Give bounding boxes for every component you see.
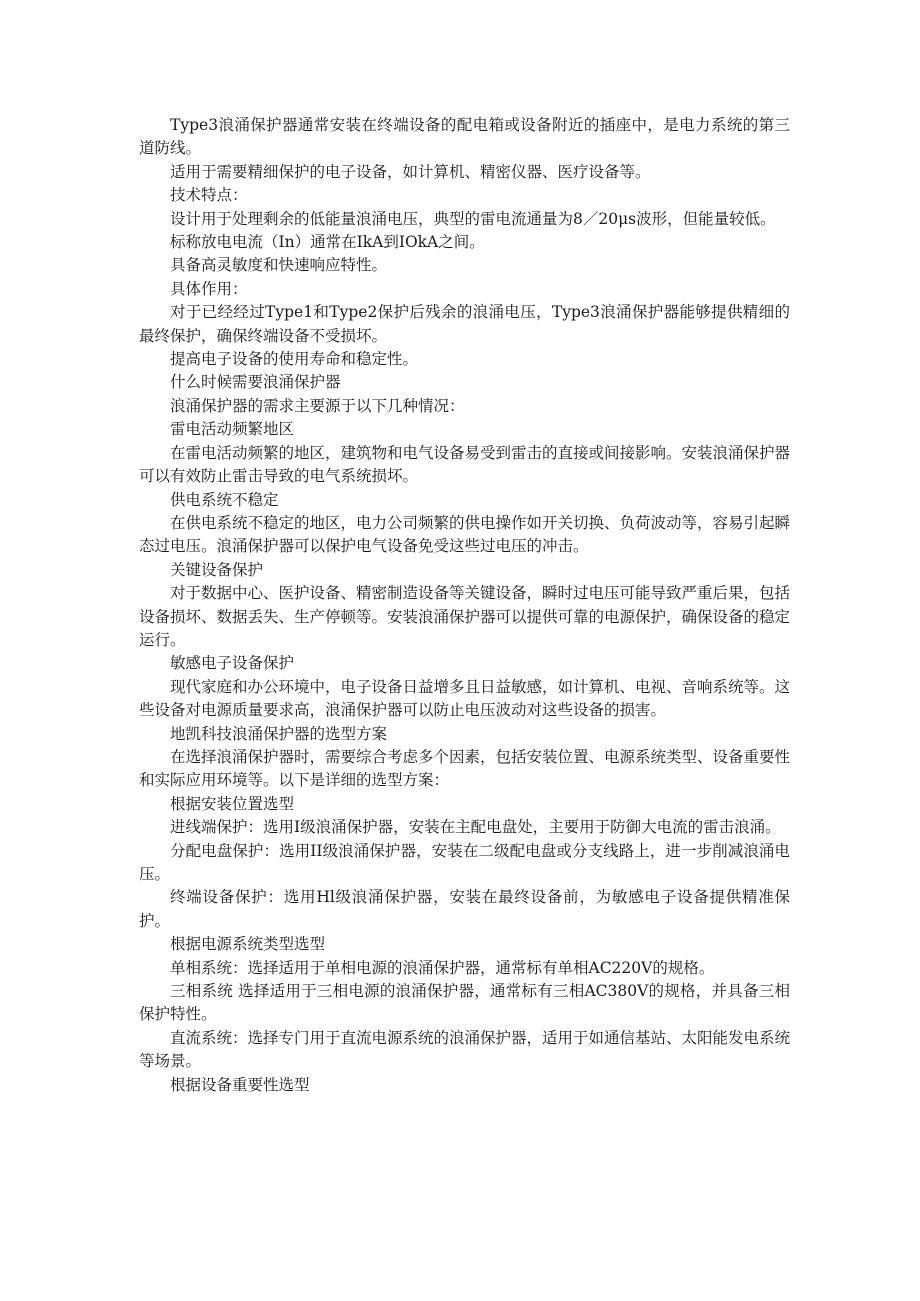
heading-unstable-supply: 供电系统不稳定 bbox=[170, 490, 279, 509]
paragraph-critical-equipment: 对于数据中心、医护设备、精密制造设备等关键设备，瞬时过电压可能导致严重后果，包括设备损坏、数据丢失、生产停顿等。安装浪涌保护器可以提供可靠的电源保护，确保设备的稳定运行。 bbox=[139, 584, 791, 649]
paragraph-final-protection: 对于已经经过Type1和Type2保护后残余的浪涌电压，Type3浪涌保护器能够提供精细的最终保护，确保终端设备不受损坏。 bbox=[139, 303, 790, 345]
heading-by-location: 根据安装位置选型 bbox=[170, 794, 295, 813]
paragraph-type3-intro: Type3浪涌保护器通常安装在终端设备的配电箱或设备附近的插座中，是电力系统的第三道防线。 bbox=[139, 116, 790, 158]
paragraph-distribution-protection: 分配电盘保护：选用II级浪涌保护器，安装在二级配电盘或分支线路上，进一步削减浪涌电压。 bbox=[139, 841, 790, 883]
paragraph-lifespan: 提高电子设备的使用寿命和稳定性。 bbox=[170, 350, 419, 369]
heading-lightning-areas: 雷电活动频繁地区 bbox=[170, 420, 295, 439]
paragraph-nominal-current: 标称放电电流（In）通常在IkA到IOkA之间。 bbox=[170, 233, 485, 252]
paragraph-three-phase: 三相系统 选择适用于三相电源的浪涌保护器，通常标有三相AC380V的规格，并具备三相保护特性。 bbox=[139, 982, 790, 1024]
heading-by-power-system: 根据电源系统类型选型 bbox=[170, 935, 326, 954]
paragraph-terminal-protection: 终端设备保护：选用Hl级浪涌保护器，安装在最终设备前，为敏感电子设备提供精准保护。 bbox=[139, 888, 790, 930]
heading-tech-features: 技术特点： bbox=[170, 186, 248, 205]
paragraph-single-phase: 单相系统：选择适用于单相电源的浪涌保护器，通常标有单相AC220V的规格。 bbox=[170, 958, 715, 977]
paragraph-type3-application: 适用于需要精细保护的电子设备，如计算机、精密仪器、医疗设备等。 bbox=[170, 162, 651, 181]
paragraph-sensitivity: 具备高灵敏度和快速响应特性。 bbox=[170, 256, 388, 275]
paragraph-selection-intro: 在选择浪涌保护器时，需要综合考虑多个因素，包括安装位置、电源系统类型、设备重要性和实际应用环境等。以下是详细的选型方案： bbox=[139, 747, 791, 790]
paragraph-unstable-supply: 在供电系统不稳定的地区，电力公司频繁的供电操作如开关切换、负荷波动等，容易引起瞬态过电压。浪涌保护器可以保护电气设备免受这些过电压的冲击。 bbox=[139, 513, 791, 556]
paragraph-dc-system: 直流系统：选择专门用于直流电源系统的浪涌保护器，适用于如通信基站、太阳能发电系统等场景。 bbox=[139, 1028, 791, 1071]
paragraph-sensitive-electronics: 现代家庭和办公环境中，电子设备日益增多且日益敏感，如计算机、电视、音响系统等。这些设备对电源质量要求高，浪涌保护器可以防止电压波动对这些设备的损害。 bbox=[139, 677, 791, 720]
heading-by-importance: 根据设备重要性选型 bbox=[170, 1075, 310, 1094]
heading-critical-equipment: 关键设备保护 bbox=[170, 560, 264, 579]
paragraph-needs-intro: 浪涌保护器的需求主要源于以下几种情况： bbox=[170, 396, 465, 415]
heading-specific-role: 具体作用： bbox=[170, 279, 248, 298]
heading-sensitive-electronics: 敏感电子设备保护 bbox=[170, 654, 295, 673]
heading-when-needed: 什么时候需要浪涌保护器 bbox=[170, 373, 341, 392]
paragraph-lightning-areas: 在雷电活动频繁的地区，建筑物和电气设备易受到雷击的直接或间接影响。安装浪涌保护器可以有效防止雷击导致的电气系统损坏。 bbox=[139, 443, 791, 486]
paragraph-inlet-protection: 进线端保护：选用I级浪涌保护器，安装在主配电盘处，主要用于防御大电流的雷击浪涌。 bbox=[170, 818, 781, 837]
heading-selection-plan: 地凯科技浪涌保护器的选型方案 bbox=[170, 724, 388, 743]
paragraph-low-energy: 设计用于处理剩余的低能量浪涌电压，典型的雷电流通量为8／20μs波形，但能量较低。 bbox=[170, 209, 776, 228]
